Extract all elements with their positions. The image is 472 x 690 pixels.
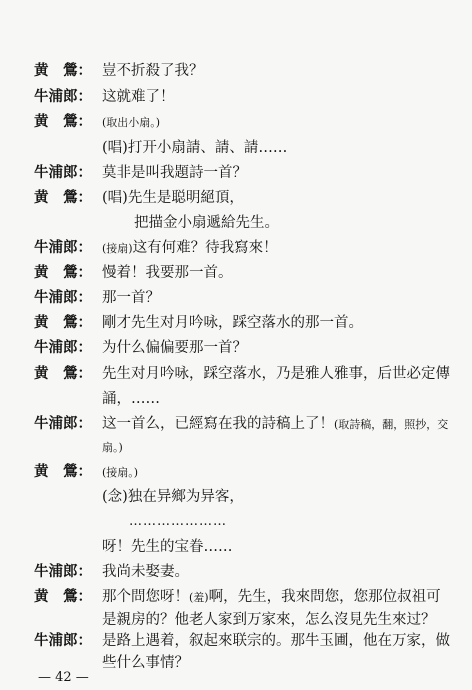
dialogue-line [0,262,472,288]
dialogue-text: 剛才先生对月吟咏，踩空落水的那一首。 [102,315,363,331]
dialogue-line [0,486,472,512]
dialogue-text: 这就难了！ [102,89,175,105]
page-number: — 42 — [38,670,89,685]
speaker-label: 黄 鶯： [34,463,92,480]
dialogue-line [0,162,472,188]
ellipsis-line: ………………… [129,514,227,529]
dialogue-text: 是親房的？他老人家到万家來，怎么沒見先生來过？ [102,612,436,628]
speaker-label: 牛浦郎： [34,415,92,432]
speaker-label: 牛浦郎： [34,339,92,356]
dialogue-line [0,111,472,137]
dialogue-line [0,436,472,462]
speaker-label: 黄 鶯： [34,113,92,130]
speaker-label: 黄 鶯： [34,62,92,79]
dialogue-line [0,461,472,487]
dialogue-text: 先生对月吟咏，踩空落水，乃是雅人雅事，后世必定傳 [102,366,450,382]
dialogue-line [0,337,472,363]
dialogue-line [0,137,472,163]
dialogue-line [0,536,472,562]
dialogue-text: (唱)打开小扇請、請、請…… [102,140,288,156]
dialogue-text: 豈不折殺了我？ [102,63,204,79]
stage-direction: 扇。) [102,441,123,454]
speaker-label: 黄 鶯： [34,189,92,206]
speaker-label: 牛浦郎： [34,88,92,105]
speaker-label: 黄 鶯： [34,365,92,382]
dialogue-text: (念)独在异鄉为异客， [102,489,244,505]
speaker-label: 牛浦郎： [34,239,92,256]
dialogue-line [0,212,472,238]
dialogue-text: (唱)先生是聪明絕頂， [102,190,244,206]
dialogue-text: 这一首么，已經寫在我的詩稿上了！ [102,416,334,432]
dialogue-line [0,237,472,263]
dialogue-text: 莫非是叫我題詩一首？ [102,165,247,181]
dialogue-line [0,312,472,338]
dialogue-line [0,287,472,313]
dialogue-line [0,187,472,213]
stage-direction: (取出小扇。) [102,116,161,129]
speaker-label: 牛浦郎： [34,563,92,580]
speaker-label: 黄 鶯： [34,314,92,331]
dialogue-line [0,60,472,86]
stage-direction: (接扇。) [102,466,139,479]
dialogue-text: 啊，先生，我來問您，您那位叔祖可 [208,589,441,605]
dialogue-text: 把描金小扇遞給先生。 [134,215,279,231]
dialogue-text: 我尚未娶妻。 [102,564,189,580]
dialogue-text: 是路上遇着，叙起來联宗的。那牛玉圃，他在万家，做 [102,633,450,649]
dialogue-text: 些什么事情？ [102,655,189,671]
speaker-label: 牛浦郎： [34,632,92,649]
speaker-label: 黄 鶯： [34,264,92,281]
dialogue-line [0,388,472,414]
stage-direction: (羞) [189,591,209,604]
dialogue-line [0,363,472,389]
stage-direction: (接扇) [102,242,133,255]
dialogue-line [0,511,472,537]
dialogue-text: 那个問您呀！ [102,589,189,605]
dialogue-text: 这有何难？待我寫來！ [132,240,278,256]
stage-direction: (取詩稿，翻，照抄，交 [334,418,449,431]
dialogue-text: 慢着！我要那一首。 [102,265,233,281]
dialogue-text: 呀！先生的宝眷…… [102,539,233,555]
speaker-label: 牛浦郎： [34,289,92,306]
speaker-label: 黄 鶯： [34,588,92,605]
dialogue-text: 誦，…… [102,391,160,407]
dialogue-text: 那一首？ [102,290,160,306]
dialogue-line [0,561,472,587]
dialogue-text: 为什么偏偏要那一首？ [102,340,247,356]
dialogue-line [0,86,472,112]
speaker-label: 牛浦郎： [34,164,92,181]
